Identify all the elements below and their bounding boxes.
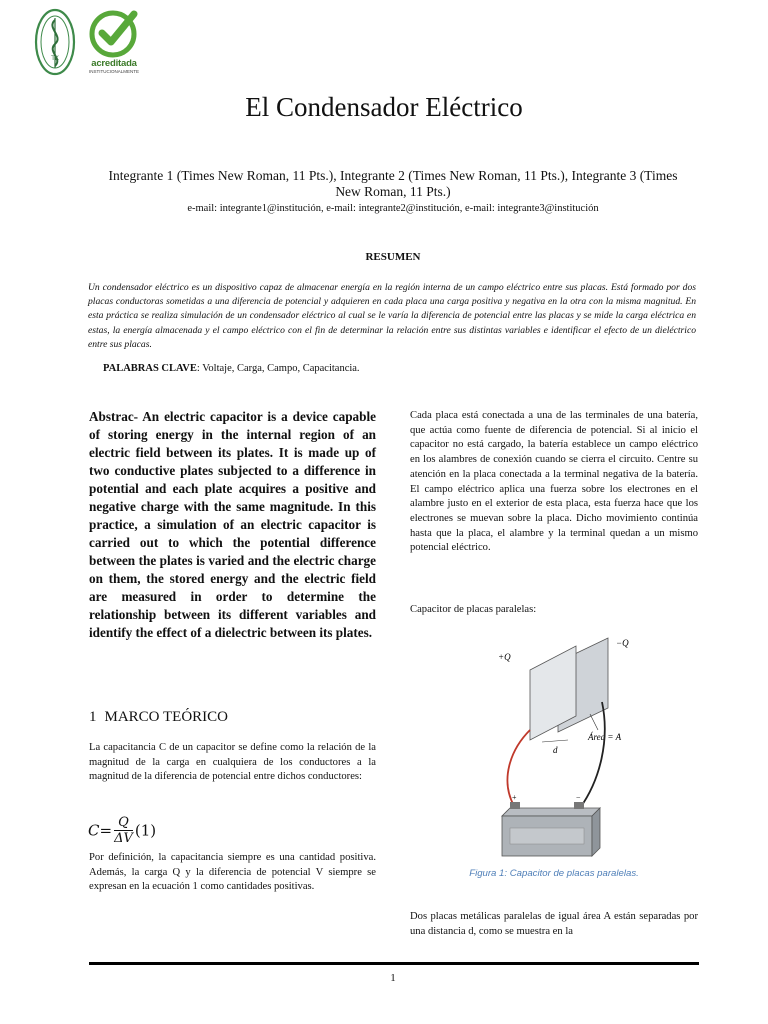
accredited-logo [86,8,142,78]
equation-denominator: ΔV [114,831,133,846]
paragraph-plates-area: Dos placas metálicas paralelas de igual área A están separadas por una distancia d, como se muestra en la [410,911,698,937]
paragraph-capacitance-definition: La capacitancia C de un capacitor se define como la relación de la magnitud de la carga en cualquiera de los conductores a la magnitud de la diferencia de potencial entre dichos conductores: [89,742,376,783]
minus-q-label: −Q [616,638,629,648]
author-emails: e-mail: integrante1@institución, e-mail: integrante2@institución, e-mail: integrante3@institución [187,203,599,214]
figure-caption: Figura 1: Capacitor de placas paralelas. [469,868,639,879]
plus-q-label: +Q [498,652,511,662]
paragraph-battery: Cada placa está conectada a una de las terminales de una batería, que actúa como fuente de diferencia de potencial. Si al inicio el capacitor no está cargado, la batería establece un campo eléctrico en los alambres de conexión cuando se cierra el circuito. Centre su atención en la placa conectada a la terminal negativa de la batería. El campo eléctrico aplica una fuerza sobre los electrones en el alambre justo en el exterior de esta placa, esta fuerza hace que los electrones se muevan sobre la placa. Dicho movimiento continúa hasta que la placa, el alambre y la terminal quedan a un mismo potencial eléctrico. [410,410,698,554]
paragraph-capacitance-positive: Por definición, la capacitancia siempre es una cantidad positiva. Además, la carga Q y la diferencia de potencial V siempre se expresan en la ecuación 1 como cantidades positivas. [89,852,376,893]
accredited-label: acreditada [91,58,137,69]
paper-authors: Integrante 1 (Times New Roman, 11 Pts.), Integrante 2 (Times New Roman, 11 Pts.), Integrante 3 (Times New Roman, 11 Pts.) [108,168,678,199]
resumen-body: Un condensador eléctrico es un dispositivo capaz de almacenar energía en la región interna de un campo eléctrico entre sus placas. Está formado por dos placas conductoras sometidas a una diferencia de potencial y adquieren en cada placa una carga positiva y negativa en la otra con la misma magnitud. En esta práctica se realiza simulación de un condensador eléctrico al cual se le varía la diferencia de potencial entre las placas y se mide la carga eléctrica en estas, la energía almacenada y el campo eléctrico con el fin de determinar la relación entre sus distintas variables e identificar el efecto de un dieléctrico entre sus placas. [88,282,696,350]
positive-wire [507,730,530,806]
section-title: MARCO TEÓRICO [104,709,228,725]
page-number: 1 [390,972,396,984]
keywords-text: : Voltaje, Carga, Campo, Capacitancia. [196,363,360,374]
keywords-line [103,363,703,374]
section-number: 1 [89,709,97,725]
svg-text:TK: TK [51,55,59,62]
minus-terminal-label: − [576,793,581,802]
abstract-english: Abstrac- An electric capacitor is a device capable of storing energy in the internal region of an electric field between its plates. It is made up of two conductive plates subjected to a difference in potential and each plate acquires a positive and negative charge with the same magnitude. In this practice, a simulation of an electric capacitor is carried out to which the potential difference between the plates is varied and the electric charge on them, the stored energy and the electric field are measured in order to determine the relationship between its different variables and identify the effect of a dielectric between its plates. [89,409,376,640]
resumen-heading: RESUMEN [365,251,421,263]
accredited-sublabel: INSTITUCIONALMENTE [88,69,139,74]
plus-terminal-label: + [512,793,517,802]
footer-rule [89,962,699,965]
equation-lhs: C [88,821,100,840]
keywords-label: PALABRAS CLAVE [103,363,197,374]
figure-intro-label: Capacitor de placas paralelas: [410,604,537,615]
equation-numerator: Q [114,815,133,831]
equation-equals: = [99,821,113,840]
distance-label: d [553,745,558,755]
area-label: Área = A [588,732,622,742]
battery-icon [502,802,600,856]
equation-number: (1) [134,821,157,840]
check-mark-icon [86,8,142,58]
equation-capacitance [88,815,288,846]
paper-title: El Condensador Eléctrico [245,92,523,122]
university-seal-logo [34,8,76,78]
section-heading [89,709,379,726]
equation-fraction [114,815,133,846]
parallel-plate-capacitor-figure [470,630,650,863]
